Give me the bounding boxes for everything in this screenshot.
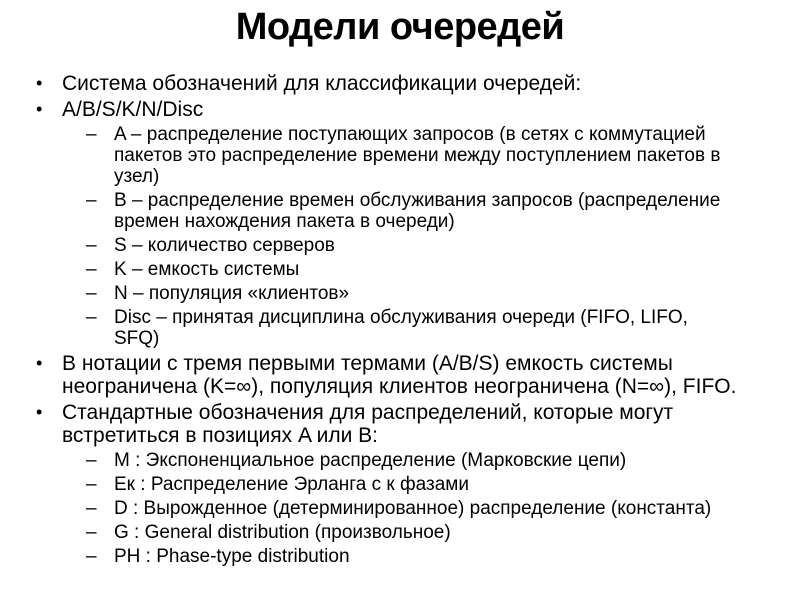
- bullet-dash-icon: –: [86, 474, 97, 495]
- bullet-text: A/B/S/K/N/Disc: [62, 98, 204, 121]
- bullet-item: [36, 352, 800, 398]
- bullet-dash-icon: –: [86, 307, 97, 328]
- bullet-text: Система обозначений для классификации очередей:: [62, 72, 582, 95]
- bullet-text: M : Экспоненциальное распределение (Марковские цепи): [114, 450, 627, 471]
- bullet-dot-icon: •: [36, 99, 43, 119]
- bullet-dash-icon: –: [86, 522, 97, 543]
- bullet-item: [36, 401, 800, 447]
- bullet-item: [36, 72, 800, 95]
- bullet-dash-icon: –: [86, 283, 97, 304]
- bullet-item: [86, 498, 800, 519]
- bullet-item: [86, 190, 800, 232]
- bullet-dot-icon: •: [36, 73, 43, 93]
- bullet-dash-icon: –: [86, 498, 97, 519]
- bullet-item: [86, 307, 800, 349]
- bullet-dash-icon: –: [86, 190, 97, 211]
- bullet-text: Disc – принятая дисциплина обслуживания очереди (FIFO, LIFO, SFQ): [114, 307, 688, 349]
- bullet-item: [86, 124, 800, 187]
- bullet-text: PH : Phase-type distribution: [114, 546, 350, 567]
- bullet-text: D : Вырожденное (детерминированное) распределение (константа): [114, 498, 712, 519]
- bullet-list: [0, 72, 800, 567]
- bullet-dash-icon: –: [86, 450, 97, 471]
- bullet-text: A – распределение поступающих запросов (в сетях с коммутацией пакетов это распределение времени между поступлением пакетов в узел): [114, 124, 721, 187]
- bullet-text: Стандартные обозначения для распределений, которые могут встретиться в позициях A или B:: [62, 401, 674, 447]
- bullet-text: N – популяция «клиентов»: [114, 283, 350, 304]
- bullet-text: B – распределение времен обслуживания запросов (распределение времен нахождения пакета в очереди): [114, 190, 721, 232]
- bullet-dash-icon: –: [86, 259, 97, 280]
- bullet-dash-icon: –: [86, 546, 97, 567]
- bullet-item: [36, 98, 800, 121]
- bullet-item: [86, 474, 800, 495]
- bullet-item: [86, 450, 800, 471]
- bullet-text: В нотации с тремя первыми термами (A/B/S) емкость системы неограничена (K=∞), популяция клиентов неограничена (N=∞), FIFO.: [62, 352, 737, 398]
- bullet-item: [86, 235, 800, 256]
- bullet-item: [86, 283, 800, 304]
- slide-title: Модели очередей: [235, 6, 565, 48]
- bullet-item: [86, 522, 800, 543]
- bullet-dash-icon: –: [86, 235, 97, 256]
- bullet-dot-icon: •: [36, 353, 43, 373]
- bullet-item: [86, 259, 800, 280]
- bullet-dot-icon: •: [36, 402, 43, 422]
- bullet-item: [86, 546, 800, 567]
- bullet-text: K – емкость системы: [114, 259, 300, 280]
- bullet-text: S – количество серверов: [114, 235, 335, 256]
- bullet-dash-icon: –: [86, 124, 97, 145]
- bullet-text: Ек : Распределение Эрланга с к фазами: [114, 474, 469, 495]
- bullet-text: G : General distribution (произвольное): [114, 522, 451, 543]
